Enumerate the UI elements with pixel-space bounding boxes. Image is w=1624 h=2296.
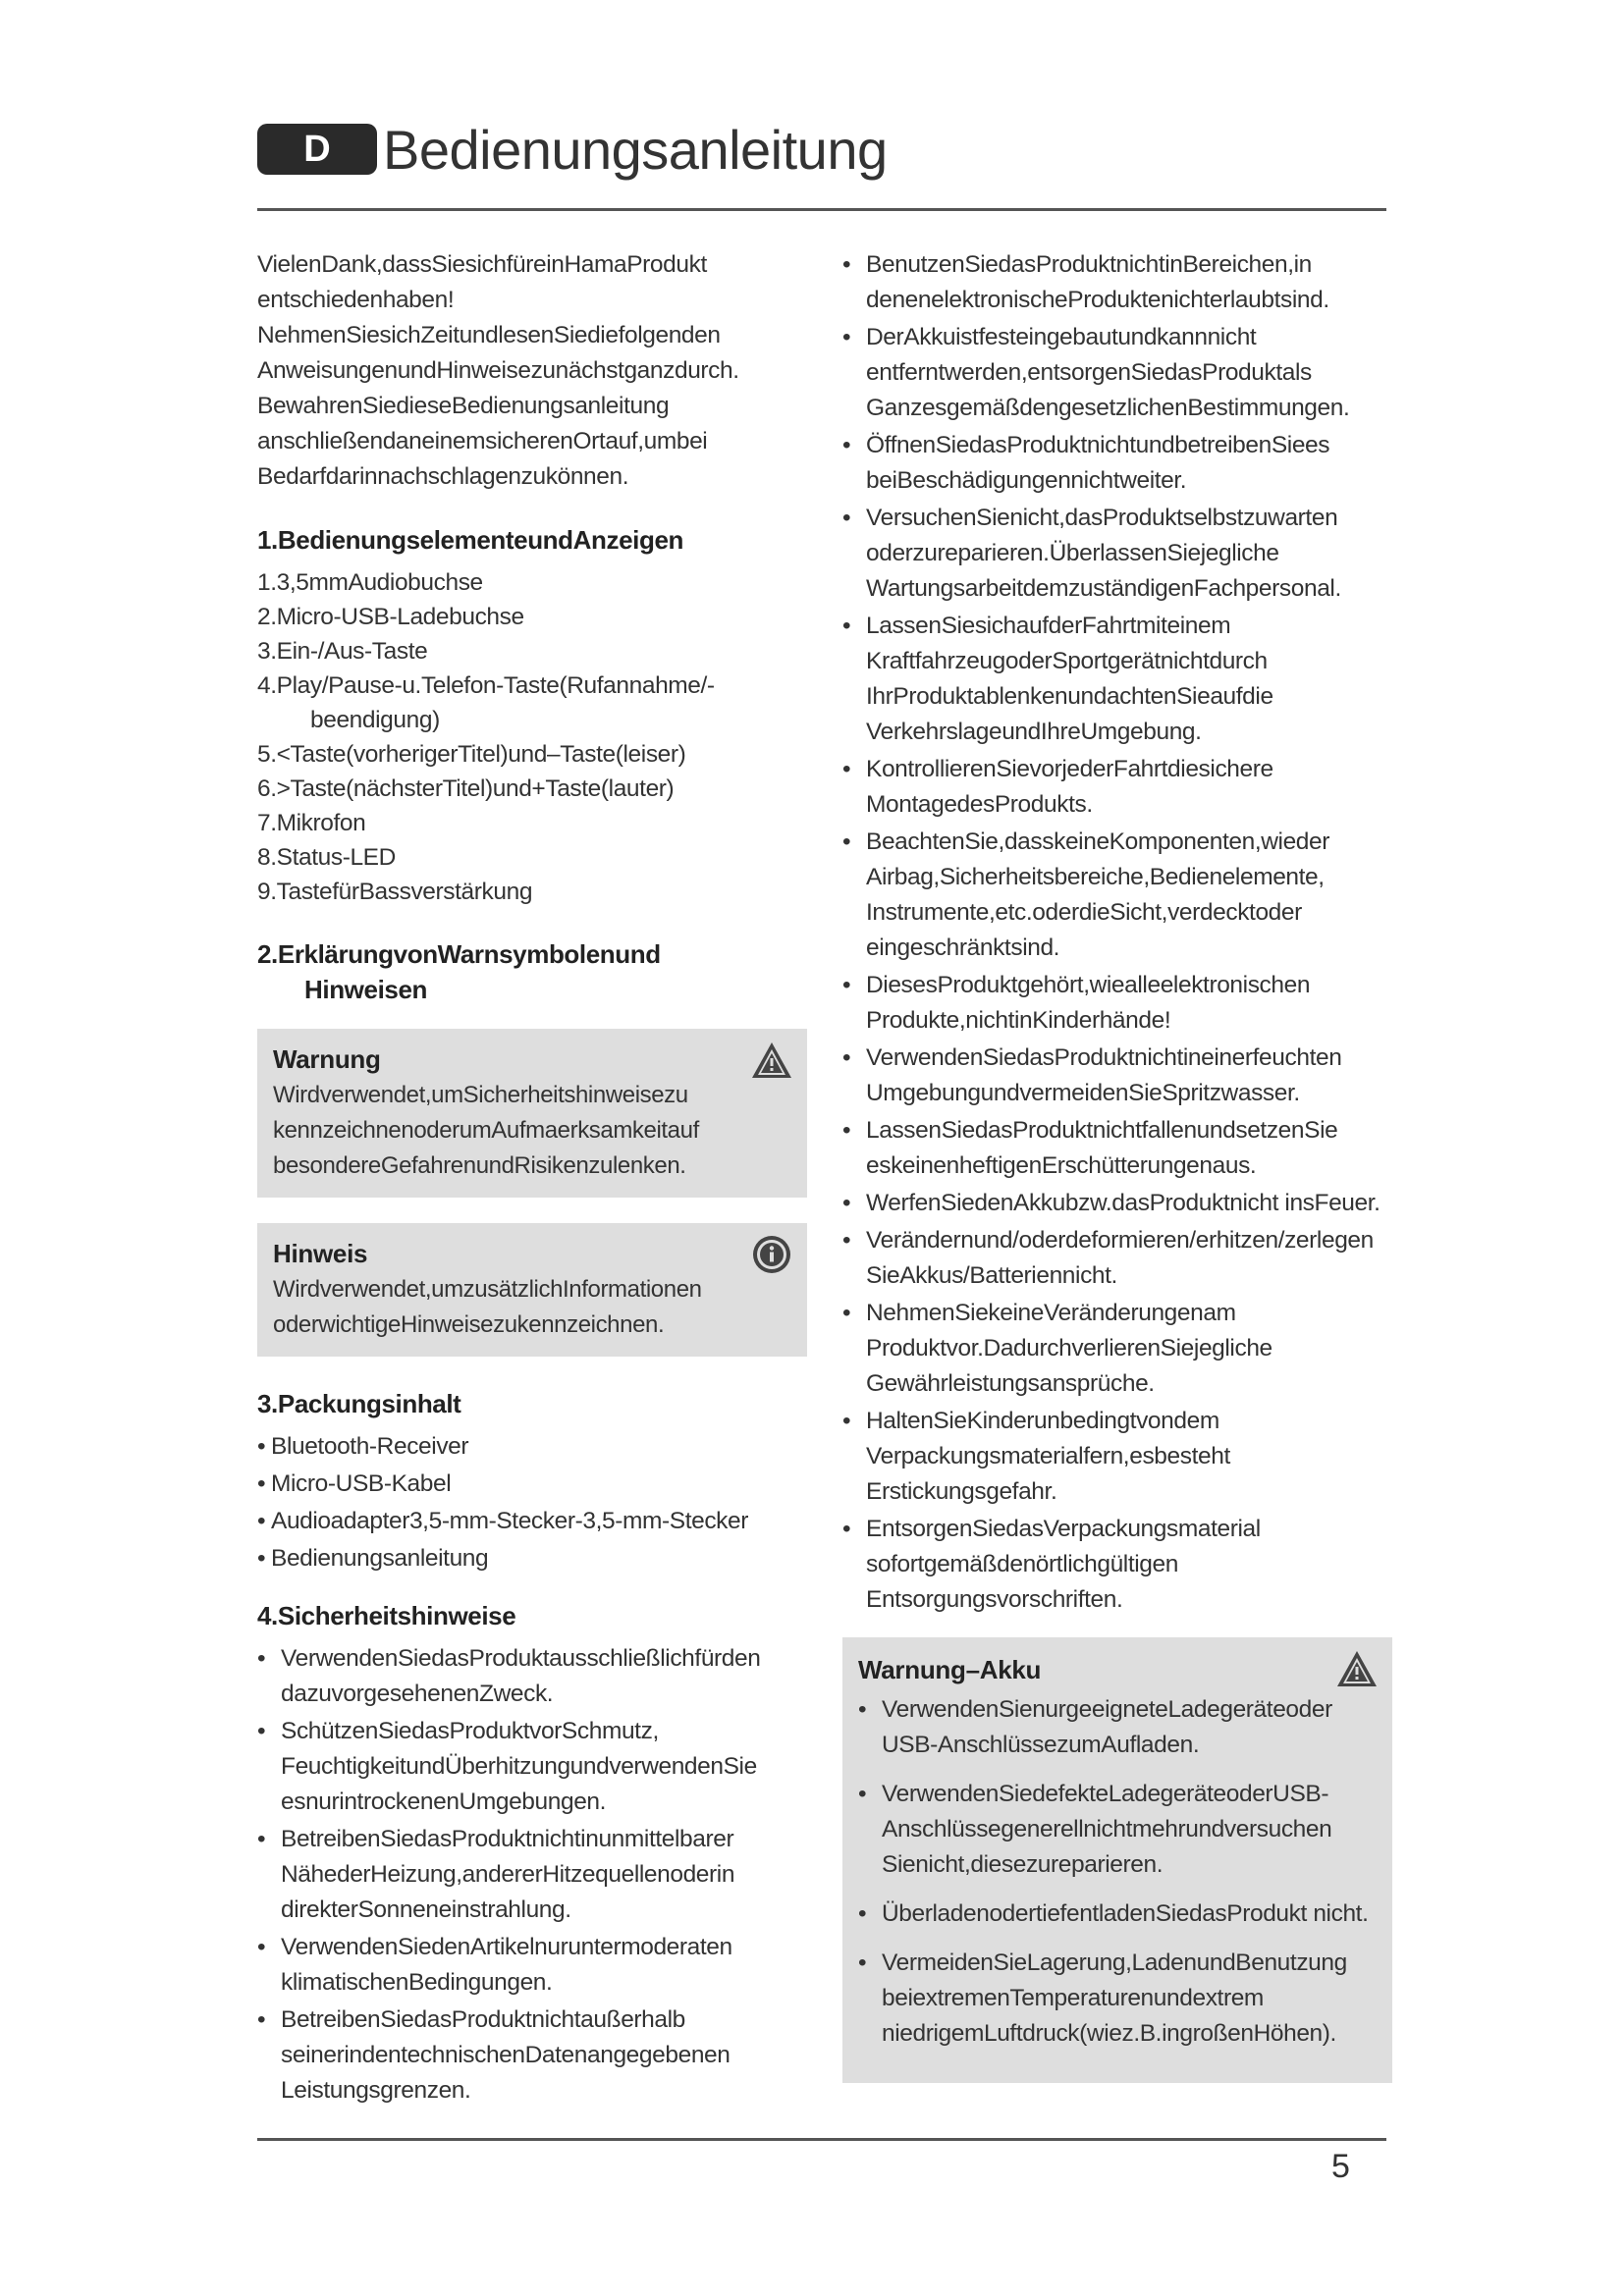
list-item: 3.Ein-/Aus-Taste <box>257 638 428 665</box>
list-item: 1.3,5mmAudiobuchse <box>257 569 483 596</box>
list-item: • DiesesProduktgehört,wiealleelektronischen Produkte,nichtinKinderhände! <box>842 968 1392 1039</box>
list-item: • HaltenSieKinderunbedingtvondem Verpackungsmaterialfern,esbesteht Erstickungsgefahr. <box>842 1404 1392 1510</box>
note-text: Wirdverwendet,umzusätzlichInformationen oderwichtigeHinweisezukennzeichnen. <box>273 1276 702 1338</box>
list-item: • KontrollierenSievorjederFahrtdiesichere MontagedesProdukts. <box>842 752 1392 823</box>
list-item: • Audioadapter3,5-mm-Stecker-3,5-mm-Stecker <box>257 1504 807 1539</box>
list-item: 5.<Taste(vorherigerTitel)und–Taste(leiser) <box>257 741 686 768</box>
list-item: • ÜberladenodertiefentladenSiedasProdukt nicht. <box>858 1896 1377 1932</box>
list-item: • ÖffnenSiedasProduktnichtundbetreibenSiees beiBeschädigungennichtweiter. <box>842 428 1392 499</box>
list-item: • Bluetooth-Receiver <box>257 1429 807 1465</box>
section-4-heading: 4.Sicherheitshinweise <box>257 1601 516 1630</box>
page-title: Bedienungsanleitung <box>383 119 888 181</box>
list-item: • VerwendenSiedasProduktnichtineinerfeuchten UmgebungundvermeidenSieSpritzwasser. <box>842 1041 1392 1111</box>
list-item: • VerwendenSiedasProduktausschließlichfürden dazuvorgesehenenZweck. <box>257 1641 807 1712</box>
right-column <box>842 247 1392 2083</box>
list-item: 7.Mikrofon <box>257 810 366 836</box>
warning-title: Warnung <box>273 1044 381 1074</box>
info-icon <box>750 1233 793 1276</box>
list-item: • Bedienungsanleitung <box>257 1541 807 1576</box>
header-divider <box>257 208 1386 211</box>
list-item-text: 4.Play/Pause-u.Telefon-Taste(Rufannahme/- <box>257 672 715 699</box>
list-item: • VersuchenSienicht,dasProduktselbstzuwarten oderzureparieren.ÜberlassenSiejegliche WartungsarbeitdemzuständigenFachpersonal. <box>842 501 1392 607</box>
list-item: • LassenSiedasProduktnichtfallenundsetzenSie eskeinenheftigenErschütterungenaus. <box>842 1113 1392 1184</box>
list-item-continuation: beendigung) <box>310 707 440 733</box>
list-item: • SchützenSiedasProduktvorSchmutz, FeuchtigkeitundÜberhitzungundverwendenSie esnurintrockenenUmgebungen. <box>257 1714 807 1820</box>
intro-paragraph: VielenDank,dassSiesichfüreinHamaProdukt entschiedenhaben! NehmenSiesichZeitundlesenSiediefolgenden AnweisungenundHinweisezunächstganzdurch. BewahrenSiedieseBedienungsanleitung anschließendaneinemsicherenOrtauf,umbei Bedarfdarinnachschlagenzukönnen. <box>257 251 739 490</box>
left-column <box>257 247 807 2110</box>
list-item: • VerwendenSiedenArtikelnuruntermoderaten klimatischenBedingungen. <box>257 1930 807 2001</box>
list-item: 9.TastefürBassverstärkung <box>257 879 533 905</box>
list-item: • DerAkkuistfesteingebautundkannnicht entferntwerden,entsorgenSiedasProduktals GanzesgemäßdengesetzlichenBestimmungen. <box>842 320 1392 426</box>
list-item: 2.Micro-USB-Ladebuchse <box>257 604 524 630</box>
list-item: • BenutzenSiedasProduktnichtinBereichen,in denenelektronischeProduktenichterlaubtsind. <box>842 247 1392 318</box>
note-title: Hinweis <box>273 1239 368 1268</box>
section-1-heading: 1.BedienungselementeundAnzeigen <box>257 525 684 555</box>
list-item: • NehmenSiekeineVeränderungenam Produktvor.DadurchverlierenSiejegliche Gewährleistungsansprüche. <box>842 1296 1392 1402</box>
list-item: • WerfenSiedenAkkubzw.dasProduktnicht insFeuer. <box>842 1186 1392 1221</box>
akku-warning-box <box>842 1637 1392 2083</box>
warning-triangle-icon <box>1335 1647 1379 1690</box>
akku-warning-list <box>858 1692 1377 2052</box>
section-2-heading-line1: 2.ErklärungvonWarnsymbolenund <box>257 939 661 969</box>
page-number: 5 <box>1331 2148 1350 2185</box>
page-header <box>257 116 1386 214</box>
akku-warning-title: Warnung–Akku <box>858 1655 1042 1684</box>
section-2-heading <box>257 936 807 1007</box>
list-item: • BetreibenSiedasProduktnichtaußerhalb seinerindentechnischenDatenangegebenen Leistungsgrenzen. <box>257 2002 807 2109</box>
list-item: • VerwendenSiedefekteLadegeräteoderUSB- Anschlüssegenerellnichtmehrundversuchen Sienicht,diesezureparieren. <box>858 1777 1377 1883</box>
note-box <box>257 1223 807 1357</box>
safety-list-left <box>257 1641 807 2109</box>
list-item: 6.>Taste(nächsterTitel)und+Taste(lauter) <box>257 775 675 802</box>
list-item: • EntsorgenSiedasVerpackungsmaterial sofortgemäßdenörtlichgültigen Entsorgungsvorschriften. <box>842 1512 1392 1618</box>
footer-divider <box>257 2138 1386 2141</box>
list-item: • VermeidenSieLagerung,LadenundBenutzung beiextremenTemperaturenundextrem niedrigemLuftdruck(wiez.B.ingroßenHöhen). <box>858 1946 1377 2052</box>
section-2-heading-line2: Hinweisen <box>304 975 427 1004</box>
safety-list-right <box>842 247 1392 1618</box>
package-contents-list <box>257 1429 807 1576</box>
section-3-heading: 3.Packungsinhalt <box>257 1389 461 1418</box>
list-item: • LassenSiesichaufderFahrtmiteinem KraftfahrzeugoderSportgerätnichtdurch IhrProduktablenkenundachtenSieaufdie VerkehrslageundIhreUmgebung. <box>842 609 1392 750</box>
warning-triangle-icon <box>750 1039 793 1082</box>
list-item: • Micro-USB-Kabel <box>257 1467 807 1502</box>
list-item: • Verändernund/oderdeformieren/erhitzen/zerlegen SieAkkus/Batteriennicht. <box>842 1223 1392 1294</box>
list-item: 8.Status-LED <box>257 844 396 871</box>
list-item: • BetreibenSiedasProduktnichtinunmittelbarer NähederHeizung,andererHitzequellenoderin direkterSonneneinstrahlung. <box>257 1822 807 1928</box>
warning-box <box>257 1029 807 1198</box>
list-item <box>257 668 807 737</box>
list-item: • BeachtenSie,dasskeineKomponenten,wieder Airbag,Sicherheitsbereiche,Bedienelemente, Instrumente,etc.oderdieSicht,verdecktoder eingeschränktsind. <box>842 825 1392 966</box>
list-item: • VerwendenSienurgeeigneteLadegeräteoder USB-AnschlüssezumAufladen. <box>858 1692 1377 1763</box>
warning-text: Wirdverwendet,umSicherheitshinweisezu kennzeichnenoderumAufmaerksamkeitauf besondereGefahrenundRisikenzulenken. <box>273 1082 699 1179</box>
language-badge: D <box>257 124 377 175</box>
